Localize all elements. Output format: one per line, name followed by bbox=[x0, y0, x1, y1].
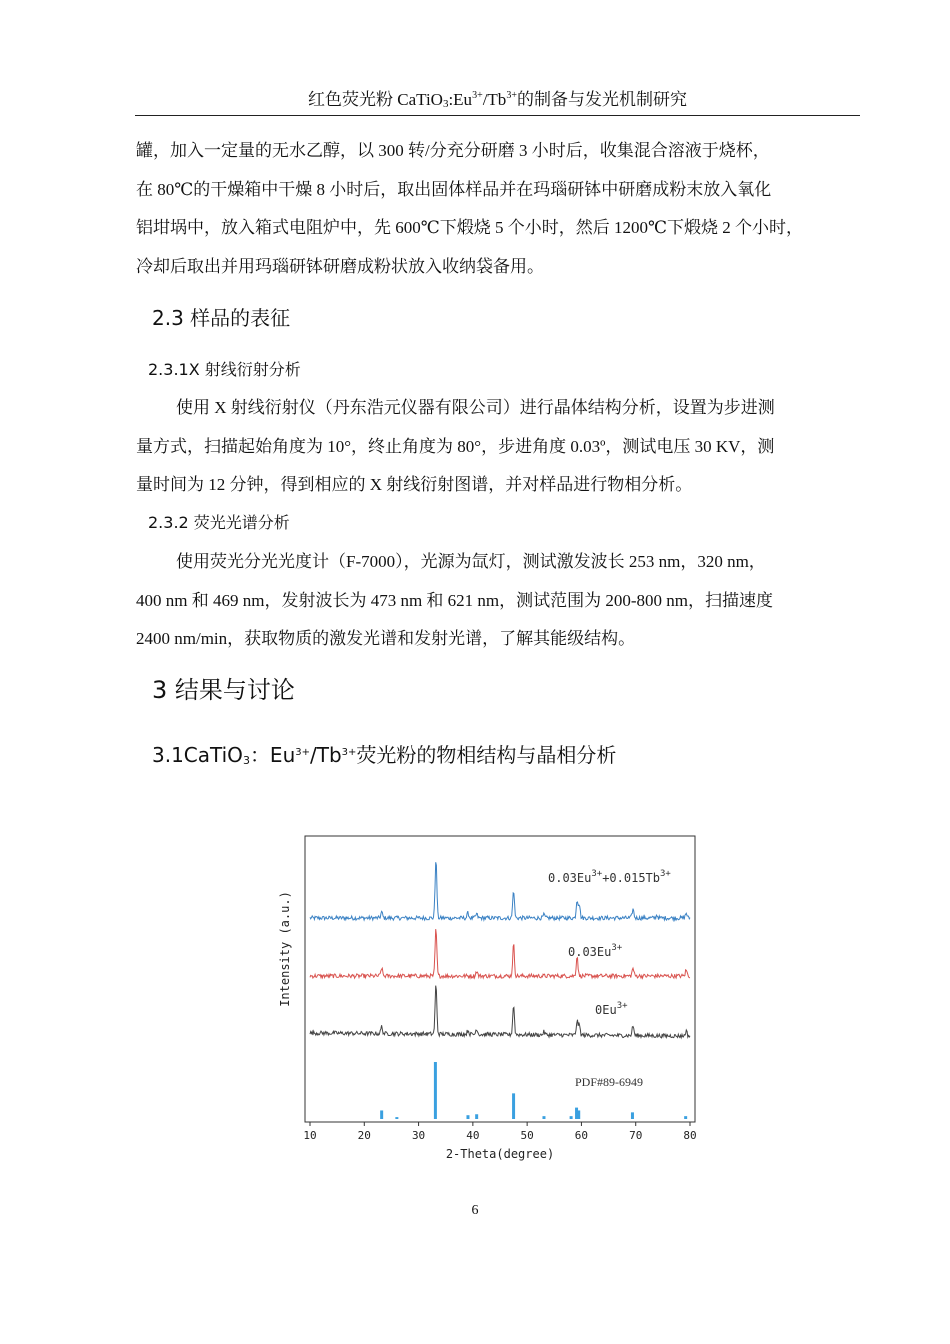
paragraph-line: 400 nm 和 469 nm，发射波长为 473 nm 和 621 nm，测试范围为 200-800 nm，扫描速度 bbox=[136, 591, 774, 610]
series-line bbox=[310, 929, 690, 978]
x-tick-label: 80 bbox=[683, 1129, 697, 1142]
paragraph-line: 罐，加入一定量的无水乙醇，以 300 转/分充分研磨 3 小时后，收集混合溶液于烧杯， bbox=[136, 141, 770, 160]
y-axis-label: Intensity (a.u.) bbox=[278, 891, 292, 1007]
section-heading-2-3: 2.3 样品的表征 bbox=[152, 306, 291, 330]
running-header: 红色荧光粉 $CaTiO_3:Eu^{3+}/Tb^{3+}$的制备与发光机制研究 bbox=[308, 90, 687, 110]
paragraph-line: 铝坩埚中，放入箱式电阻炉中，先 600℃下煅烧 5 个小时，然后 1200℃下煅烧 2 个小时， bbox=[136, 218, 804, 237]
series-label: $0Eu^{3+}$ bbox=[595, 1001, 628, 1017]
x-tick-label: 70 bbox=[629, 1129, 643, 1142]
paragraph-line: 在 80℃的干燥箱中干燥 8 小时后，取出固体样品并在玛瑙研钵中研磨成粉末放入氧化 bbox=[136, 180, 772, 199]
x-tick-label: 40 bbox=[466, 1129, 480, 1142]
series-label: $0.03Eu^{3+}$ bbox=[568, 943, 623, 959]
paragraph-line: 量时间为 12 分钟，得到相应的 X 射线衍射图谱，并对样品进行物相分析。 bbox=[136, 475, 693, 494]
section-heading-3-1: 3.1CaTiO$_3$：$Eu^{3+}/Tb^{3+}$荧光粉的物相结构与晶相分析 bbox=[152, 743, 617, 767]
section-heading-3: 3 结果与讨论 bbox=[152, 676, 295, 704]
x-tick-label: 50 bbox=[520, 1129, 534, 1142]
series-label: $0.03Eu^{3+}+0.015Tb^{3+}$ bbox=[548, 869, 671, 885]
paragraph-line: 量方式，扫描起始角度为 10°，终止角度为 80°，步进角度 0.03º，测试电压 30 KV，测 bbox=[136, 437, 775, 456]
header-text: 红色荧光粉 CaTiO bbox=[308, 90, 443, 109]
x-tick-label: 30 bbox=[411, 1129, 426, 1142]
subsection-heading-2-3-2: 2.3.2 荧光光谱分析 bbox=[148, 513, 290, 532]
series-line bbox=[310, 986, 690, 1038]
header-rule bbox=[135, 115, 860, 116]
xrd-chart bbox=[270, 830, 710, 1170]
x-tick-label: 60 bbox=[574, 1129, 589, 1142]
x-axis-label: 2-Theta(degree) bbox=[445, 1147, 555, 1161]
x-tick-label: 20 bbox=[357, 1129, 371, 1142]
paragraph-line: 2400 nm/min，获取物质的激发光谱和发射光谱，了解其能级结构。 bbox=[136, 629, 636, 648]
x-tick-label: 10 bbox=[303, 1129, 317, 1142]
page-number: 6 bbox=[471, 1203, 479, 1218]
paragraph-line: 使用 X 射线衍射仪（丹东浩元仪器有限公司）进行晶体结构分析，设置为步进测 bbox=[176, 398, 775, 417]
paragraph-line: 冷却后取出并用玛瑙研钵研磨成粉状放入收纳袋备用。 bbox=[136, 257, 544, 276]
paragraph-line: 使用荧光分光光度计（F-7000），光源为氙灯，测试激发波长 253 nm，320 nm， bbox=[176, 552, 766, 571]
reference-label: PDF#89-6949 bbox=[575, 1075, 644, 1089]
subsection-heading-2-3-1: 2.3.1X 射线衍射分析 bbox=[148, 360, 301, 379]
